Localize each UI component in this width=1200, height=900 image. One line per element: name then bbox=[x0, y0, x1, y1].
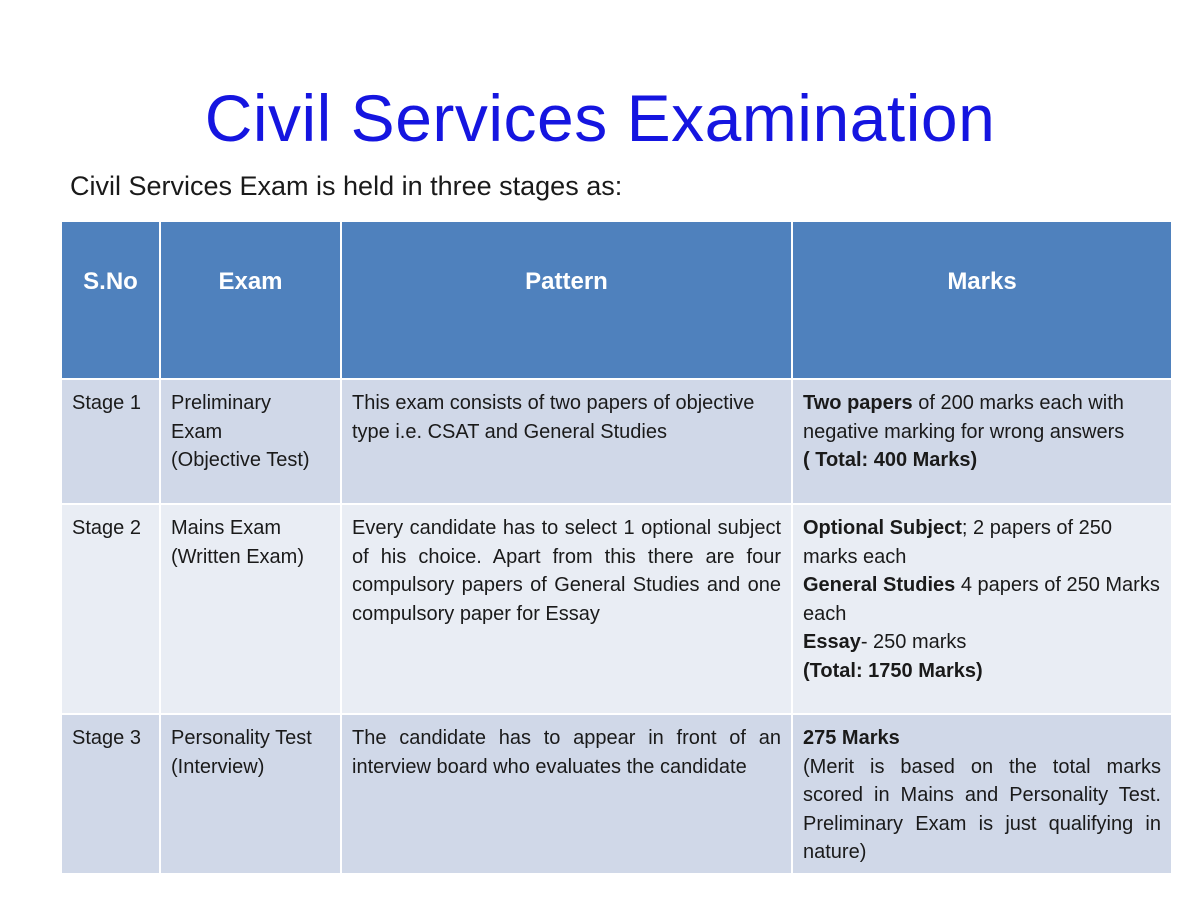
cell-marks bbox=[792, 714, 1172, 874]
cell-marks bbox=[792, 379, 1172, 504]
marks-gs-label: General Studies bbox=[803, 574, 956, 596]
marks-optional-label: Optional Subject bbox=[803, 517, 962, 539]
cell-sno: Stage 2 bbox=[61, 504, 160, 714]
marks-gs-detail: 4 papers of 250 Marks each bbox=[803, 574, 1160, 625]
cell-pattern: Every candidate has to select 1 optional subject of his choice. Apart from this there are four compulsory papers of General Studies and one compulsory paper for Essay bbox=[341, 504, 792, 714]
cell-pattern: This exam consists of two papers of objective type i.e. CSAT and General Studies bbox=[341, 379, 792, 504]
exam-line: Personality Test bbox=[171, 727, 312, 749]
cell-pattern: The candidate has to appear in front of an interview board who evaluates the candidate bbox=[341, 714, 792, 874]
exam-line: (Interview) bbox=[171, 755, 265, 778]
marks-essay-detail: - 250 marks bbox=[860, 631, 967, 653]
table-row-stage-1 bbox=[61, 379, 1172, 504]
marks-note: (Merit is based on the total marks scored in Mains and Personality Test. Preliminary Exam is just qualifying in nature) bbox=[803, 755, 1161, 863]
marks-total: 275 Marks bbox=[803, 727, 900, 749]
marks-description bbox=[803, 392, 1124, 443]
cell-exam bbox=[160, 714, 341, 874]
exam-line: Preliminary bbox=[171, 392, 272, 414]
marks-papers-label: Two papers bbox=[803, 392, 913, 414]
cell-sno: Stage 1 bbox=[61, 379, 160, 504]
marks-total: (Total: 1750 Marks) bbox=[803, 659, 983, 682]
slide-subtitle: Civil Services Exam is held in three stages as: bbox=[70, 171, 623, 201]
exam-line: Mains Exam bbox=[171, 517, 282, 539]
marks-optional-detail: ; 2 papers of 250 marks each bbox=[803, 517, 1113, 568]
marks-essay-label: Essay bbox=[803, 631, 861, 653]
header-marks: Marks bbox=[792, 221, 1172, 379]
exam-stages-table bbox=[60, 220, 1173, 875]
cell-sno: Stage 3 bbox=[61, 714, 160, 874]
marks-papers-detail: of 200 marks each with negative marking for wrong answers bbox=[803, 392, 1125, 443]
header-row bbox=[61, 221, 1172, 379]
exam-line: (Written Exam) bbox=[171, 545, 304, 568]
table-header bbox=[61, 221, 1172, 379]
marks-total: ( Total: 400 Marks) bbox=[803, 449, 978, 471]
marks-general-studies bbox=[803, 571, 1161, 628]
exam-line: (Objective Test) bbox=[171, 449, 310, 471]
marks-essay bbox=[803, 628, 1161, 657]
table-row-stage-3 bbox=[61, 714, 1172, 874]
table-row-stage-2 bbox=[61, 504, 1172, 714]
header-sno: S.No bbox=[61, 221, 160, 379]
slide-title: Civil Services Examination bbox=[204, 81, 996, 155]
marks-optional bbox=[803, 514, 1161, 571]
cell-exam bbox=[160, 504, 341, 714]
exam-line: Exam bbox=[171, 420, 223, 443]
cell-marks bbox=[792, 504, 1172, 714]
header-exam: Exam bbox=[160, 221, 341, 379]
header-pattern: Pattern bbox=[341, 221, 792, 379]
cell-exam bbox=[160, 379, 341, 504]
